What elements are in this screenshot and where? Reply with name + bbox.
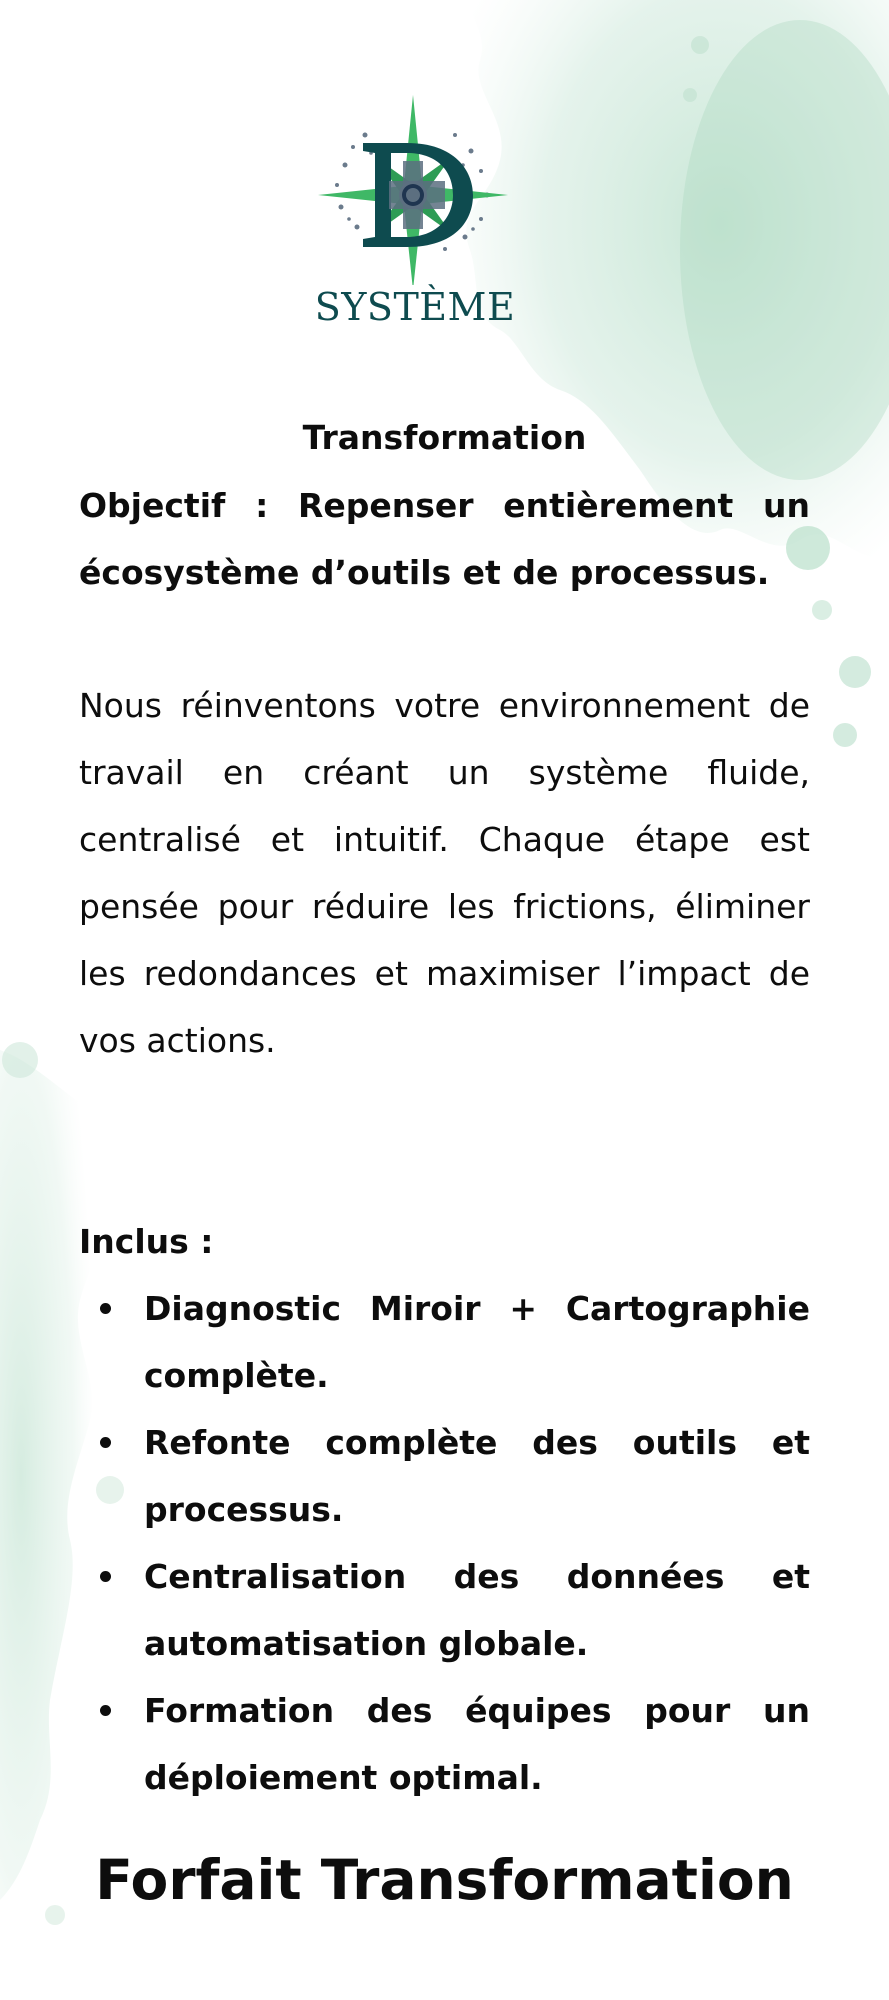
footer-title: Forfait Transformation (95, 1848, 794, 1912)
list-item (79, 1677, 810, 1811)
list-item (79, 1409, 810, 1543)
description-paragraph: Nous réinventons votre environnement de travail en créant un système fluide, centralisé et intuitif. Chaque étape est pensée pour réduire les frictions, éliminer les redondances et maximiser l’impact de vos actions. (79, 686, 810, 1060)
bullet-icon (100, 1705, 111, 1716)
list-item-text: Diagnostic Miroir + Cartographie complète. (144, 1289, 810, 1395)
list-item-text: Centralisation des données et automatisation globale. (144, 1557, 810, 1663)
list-item (79, 1275, 810, 1409)
list-item (79, 1543, 810, 1677)
logo-wordmark: SYSTÈME (314, 285, 516, 329)
bullet-icon (100, 1303, 111, 1314)
list-item-text: Formation des équipes pour un déploiement optimal. (144, 1691, 810, 1797)
included-list (79, 1275, 810, 1811)
document-title: Transformation (302, 418, 587, 457)
compass-star-icon (305, 95, 525, 285)
bullet-icon (100, 1571, 111, 1582)
objective-text: Objectif : Repenser entièrement un écosystème d’outils et de processus. (79, 486, 810, 592)
list-item-text: Refonte complète des outils et processus. (144, 1423, 810, 1529)
included-heading: Inclus : (79, 1222, 214, 1261)
bullet-icon (100, 1437, 111, 1448)
logo (305, 95, 525, 335)
